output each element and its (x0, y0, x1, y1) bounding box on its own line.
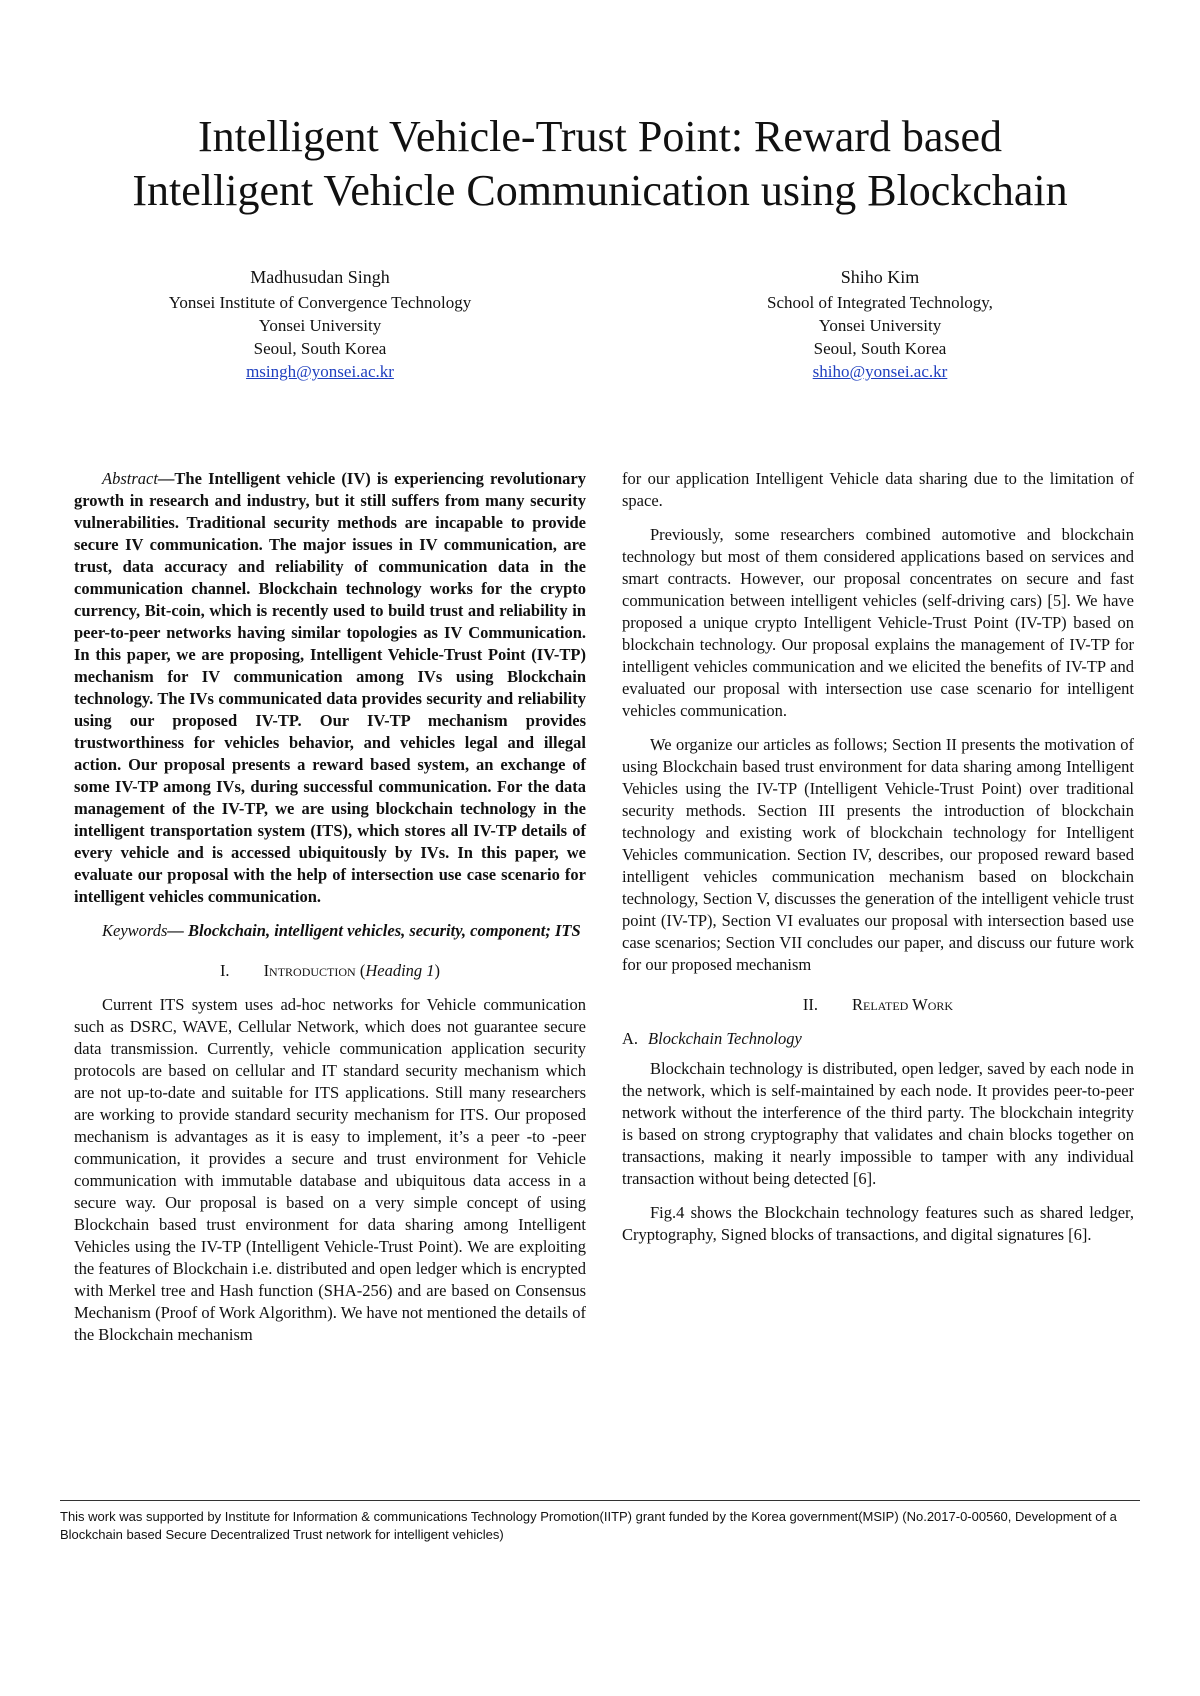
subsection-title: Blockchain Technology (648, 1029, 802, 1048)
title-line-1: Intelligent Vehicle-Trust Point: Reward based (197, 112, 1003, 161)
author-block-1 (90, 266, 550, 383)
section-heading-related-work (622, 994, 1134, 1016)
keywords-dash: — (167, 921, 184, 940)
abstract-dash: — (157, 469, 175, 488)
section-heading-introduction: I. Introduction (Heading 1) (219, 961, 441, 980)
author-email-link[interactable]: shiho@yonsei.ac.kr (812, 362, 948, 381)
intro-paragraph-1-continued: for our application Intelligent Vehicle data sharing due to the limitation of space. (622, 469, 1134, 510)
keywords-text: Blockchain, intelligent vehicles, security, component; ITS (183, 921, 581, 940)
keywords-label: Keywords (102, 921, 168, 940)
right-column (622, 468, 1134, 1258)
author-affiliation: Yonsei University (818, 316, 942, 335)
abstract (74, 468, 586, 908)
paper-title (60, 110, 1140, 218)
author-block-2 (650, 266, 1110, 383)
subsection-number: A. (622, 1029, 639, 1048)
intro-paragraph-2: Previously, some researchers combined automotive and blockchain technology but most of them considered applications based on services and smart contracts. However, our proposal concentrates on secure and fast communication between intelligent vehicles (self-driving cars) [5]. We have proposed a unique crypto Intelligent Vehicle-Trust Point (IV-TP) based on blockchain technology. Our proposal explains the management of IV-TP for intelligent vehicles communication and we elicited the benefits of IV-TP and evaluated our proposal with intersection use case scenario for intelligent vehicles communication. (622, 525, 1134, 720)
author-name: Madhusudan Singh (250, 267, 390, 287)
subsection-heading-blockchain-technology (622, 1028, 1134, 1050)
keywords (74, 920, 586, 942)
intro-paragraph-1: Current ITS system uses ad-hoc networks for Vehicle communication such as DSRC, WAVE, Cellular Network, which does not guarantee secure data transmission. Currently, vehicle communication application security protocols are based on cellular and IT standard security mechanism which are not up-to-date and suitable for ITS applications. Still many researchers are working to provide standard security mechanism for ITS. Our proposed mechanism is advantages as it is easy to implement, it’s a peer -to -peer communication, it provides a secure and trust environment for Vehicle communication with immutable database and ubiquitous data access in a secure way. Our proposal is based on a very simple concept of using Blockchain based trust environment for data sharing among Intelligent Vehicles using the IV-TP (Intelligent Vehicle-Trust Point). We are exploiting the features of Blockchain i.e. distributed and open ledger which is encrypted with Merkel tree and Hash function (SHA-256) and are based on Consensus Mechanism (Proof of Work Algorithm). We have not mentioned the details of the Blockchain mechanism (74, 995, 586, 1344)
author-affiliation: Seoul, South Korea (253, 339, 387, 358)
section-number: II. (802, 995, 819, 1014)
author-name: Shiho Kim (840, 267, 920, 287)
title-line-2: Intelligent Vehicle Communication using Blockchain (132, 166, 1068, 215)
intro-paragraph-3: We organize our articles as follows; Section II presents the motivation of using Blockchain based trust environment for data sharing among Intelligent Vehicles using the IV-TP (Intelligent Vehicle-Trust Point) over traditional security methods. Section III presents the introduction of blockchain technology and existing work of blockchain technology for Intelligent Vehicles communication. Section IV, describes, our proposed reward based intelligent vehicles communication mechanism based on blockchain technology, Section V, discusses the generation of the intelligent vehicle trust point (IV-TP), Section VI evaluates our proposal with intersection based use case scenarios; Section VII concludes our paper, and discuss our future work for our proposed mechanism (622, 735, 1134, 974)
author-affiliation: Yonsei Institute of Convergence Technology (168, 293, 472, 312)
related-paragraph-1: Blockchain technology is distributed, open ledger, saved by each node in the network, which is self-maintained by each node. It provides peer-to-peer network without the interference of the third party. The blockchain integrity is based on strong cryptography that validates and chain blocks together on transactions, making it nearly impossible to tamper with any individual transaction without being detected [6]. (622, 1059, 1134, 1188)
author-email-link[interactable]: msingh@yonsei.ac.kr (246, 362, 394, 381)
abstract-label: Abstract (102, 469, 158, 488)
section-suffix: Heading 1 (365, 961, 435, 980)
author-affiliation: Seoul, South Korea (813, 339, 947, 358)
related-paragraph-2: Fig.4 shows the Blockchain technology features such as shared ledger, Cryptography, Signed blocks of transactions, and digital signatures [6]. (622, 1203, 1134, 1244)
author-affiliation: School of Integrated Technology, (767, 293, 993, 312)
left-column (74, 468, 586, 1358)
section-title: Related Work (852, 995, 954, 1014)
abstract-text: The Intelligent vehicle (IV) is experiencing revolutionary growth in research and industry, but it still suffers from many security vulnerabilities. Traditional security methods are incapable to provide secure IV communication. The major issues in IV communication, are trust, data accuracy and reliability of communication data in the communication channel. Blockchain technology works for the crypto currency, Bit-coin, which is recently used to build trust and reliability in peer-to-peer networks having similar topologies as IV Communication. In this paper, we are proposing, Intelligent Vehicle-Trust Point (IV-TP) mechanism for IV communication among IVs using Blockchain technology. The IVs communicated data provides security and reliability using our proposed IV-TP. Our IV-TP mechanism provides trustworthiness for vehicles behavior, and vehicles legal and illegal action. Our proposal presents a reward based system, an exchange of some IV-TP among IVs, during successful communication. For the data management of the IV-TP, we are using blockchain technology in the intelligent transportation system (ITS), which stores all IV-TP details of every vehicle and is accessed ubiquitously by IVs. In this paper, we evaluate our proposal with the help of intersection use case scenario for intelligent vehicles communication. (74, 469, 586, 906)
section-title: Introduction (263, 961, 356, 980)
author-affiliation: Yonsei University (258, 316, 382, 335)
footnote: This work was supported by Institute for Information & communications Technology Promotion(IITP) grant funded by the Korea government(MSIP) (No.2017-0-00560, Development of a Blockchain based Secure Decentralized Trust network for intelligent vehicles) (60, 1509, 1117, 1542)
section-number: I. (219, 961, 230, 980)
footnote-divider (60, 1500, 1140, 1501)
